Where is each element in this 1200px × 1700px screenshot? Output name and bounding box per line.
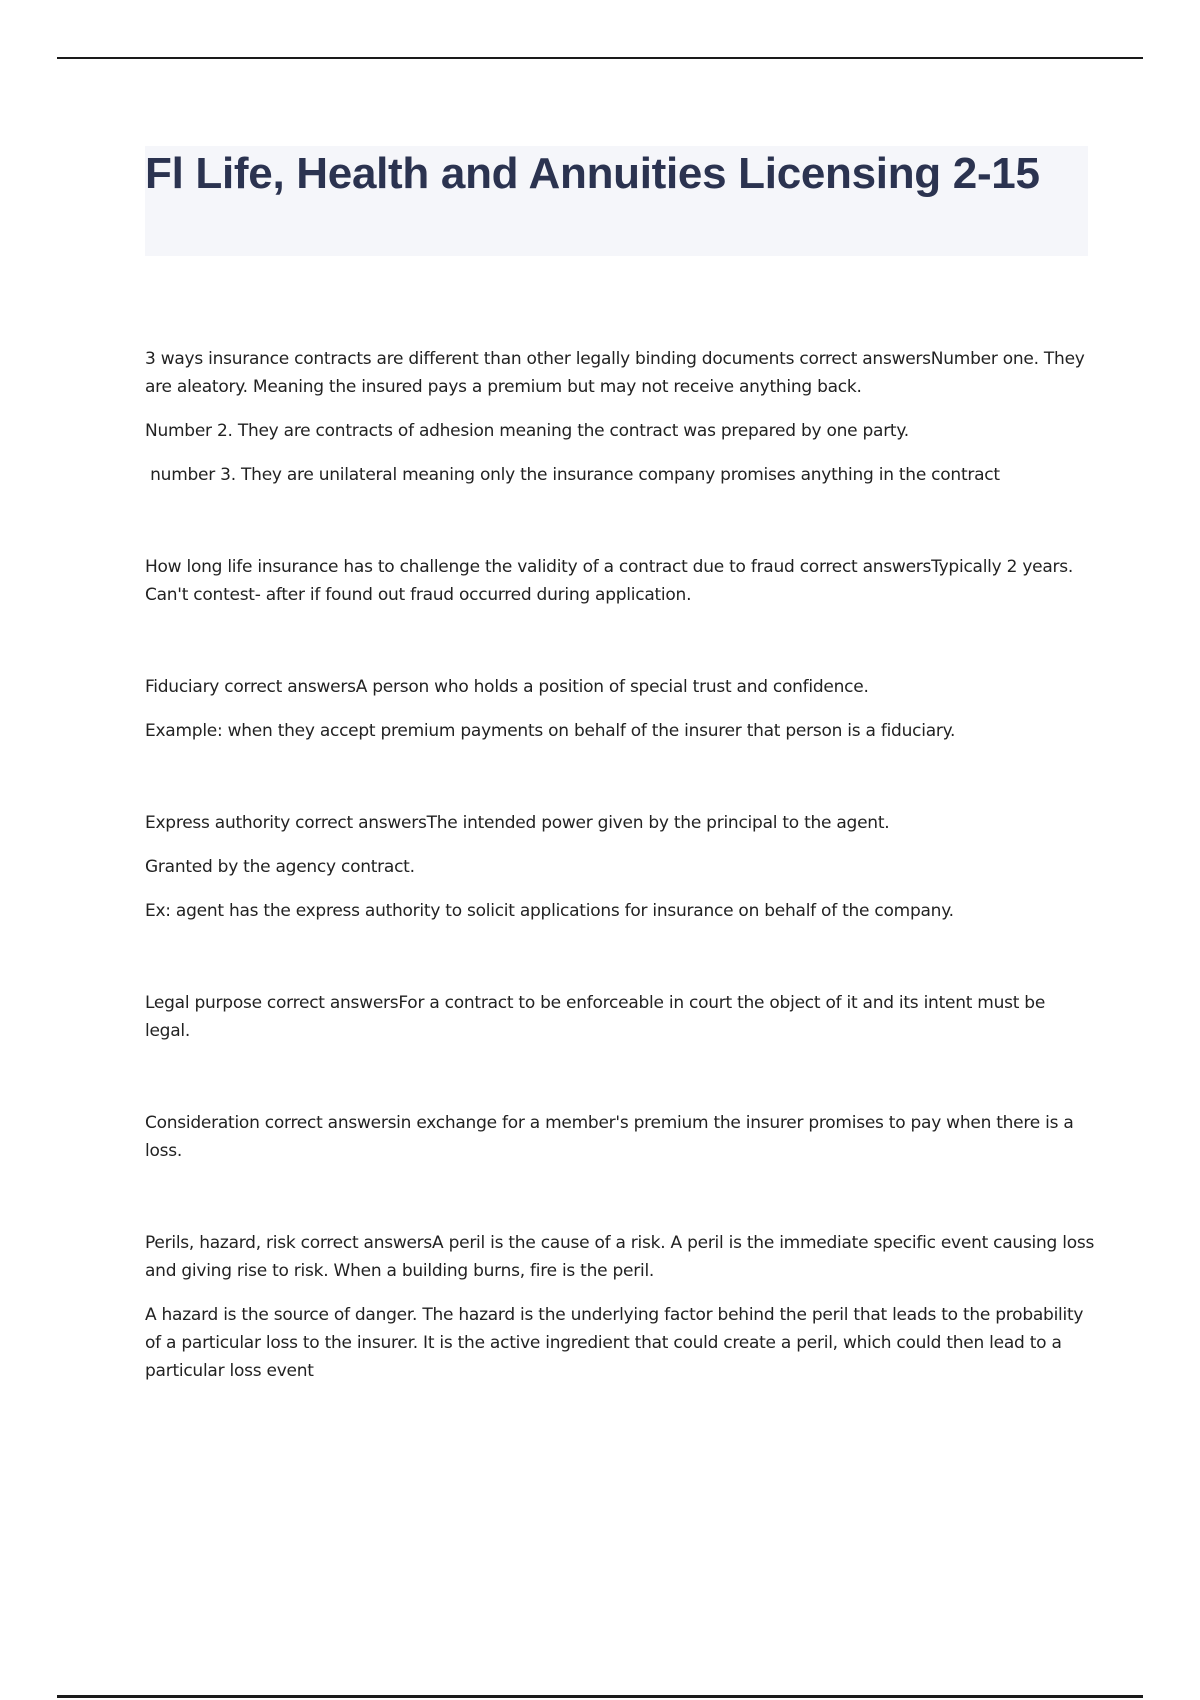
entry-paragraph: Perils, hazard, risk correct answersA peril is the cause of a risk. A peril is the immediate specific event causing loss and giving rise to risk. When a building burns, fire is the peril. — [145, 1233, 1095, 1281]
qa-entry — [145, 989, 1095, 1045]
entry-paragraph: Granted by the agency contract. — [145, 857, 415, 877]
document-body — [145, 345, 1095, 1385]
entry-paragraph: Example: when they accept premium payments on behalf of the insurer that person is a fiduciary. — [145, 721, 956, 741]
qa-entry — [145, 673, 1095, 745]
page-title: Fl Life, Health and Annuities Licensing 2-15 — [145, 149, 1040, 198]
title-block — [145, 146, 1088, 256]
entry-paragraph: Ex: agent has the express authority to solicit applications for insurance on behalf of the company. — [145, 901, 954, 921]
bottom-rule — [57, 1695, 1143, 1698]
entry-paragraph: How long life insurance has to challenge the validity of a contract due to fraud correct answersTypically 2 years. Can't contest- after if found out fraud occurred during application. — [145, 557, 1074, 605]
entry-paragraph: Number 2. They are contracts of adhesion meaning the contract was prepared by one party. — [145, 421, 909, 441]
entry-paragraph: 3 ways insurance contracts are different than other legally binding documents correct answersNumber one. They are aleatory. Meaning the insured pays a premium but may not receive anything back. — [145, 349, 1085, 397]
entry-paragraph: A hazard is the source of danger. The hazard is the underlying factor behind the peril that leads to the probability of a particular loss to the insurer. It is the active ingredient that could create a peril, which could then lead to a particular loss event — [145, 1305, 1084, 1381]
entry-paragraph: Fiduciary correct answersA person who holds a position of special trust and confidence. — [145, 677, 869, 697]
entry-paragraph: number 3. They are unilateral meaning only the insurance company promises anything in the contract — [145, 465, 1000, 485]
top-rule — [57, 57, 1143, 59]
qa-entry — [145, 1109, 1095, 1165]
entry-paragraph: Legal purpose correct answersFor a contract to be enforceable in court the object of it and its intent must be legal. — [145, 993, 1046, 1041]
qa-entry — [145, 809, 1095, 925]
qa-entry — [145, 1229, 1095, 1385]
qa-entry — [145, 553, 1095, 609]
qa-entry — [145, 345, 1095, 489]
entry-paragraph: Consideration correct answersin exchange for a member's premium the insurer promises to pay when there is a loss. — [145, 1113, 1074, 1161]
entry-paragraph: Express authority correct answersThe intended power given by the principal to the agent. — [145, 813, 890, 833]
